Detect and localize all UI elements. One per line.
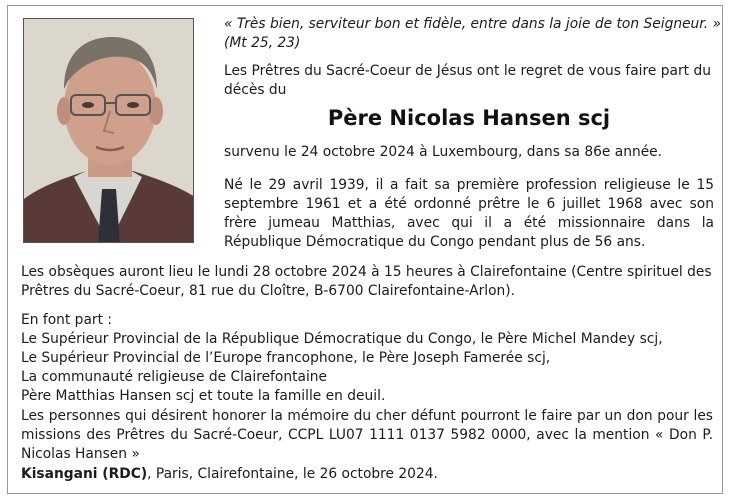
funeral-line-1: Les obsèques auront lieu le lundi 28 octobre 2024 à 15 heures à Clairefontaine (Centre spirituel des: [21, 264, 712, 280]
announcer-item: Le Supérieur Provincial de l’Europe francophone, le Père Joseph Famerée scj,: [21, 350, 551, 366]
announcer-item: La communauté religieuse de Clairefontaine: [21, 369, 328, 385]
donation-text: Les personnes qui désirent honorer la mémoire du cher défunt pourront le faire par un don pour les missions des Prêtres du Sacré-Coeur, CCPL LU07 1111 0137 5982 0000, avec la mention « Don P. Nicolas Hansen »: [21, 408, 713, 462]
announcer-item: Père Matthias Hansen scj et toute la famille en deuil.: [21, 388, 386, 404]
quote-text: « Très bien, serviteur bon et fidèle, entre dans la joie de ton Seigneur. »: [224, 16, 721, 32]
bible-quote: [224, 15, 721, 53]
announcers-heading: En font part :: [21, 312, 113, 328]
obituary-notice: [7, 5, 723, 494]
funeral-line-2: Prêtres du Sacré-Coeur, 81 rue du Cloître, B-6700 Clairefontaine-Arlon).: [21, 283, 516, 299]
announcers-block: [21, 311, 713, 406]
intro-text: Les Prêtres du Sacré-Coeur de Jésus ont le regret de vous faire part du décès du: [224, 63, 711, 98]
death-date-text: survenu le 24 octobre 2024 à Luxembourg, dans sa 86e année.: [224, 144, 663, 160]
signoff: [21, 465, 713, 484]
funeral-info: [21, 263, 713, 301]
portrait-photo: [23, 18, 194, 243]
signoff-place: Kisangani (RDC): [21, 466, 148, 482]
quote-reference: (Mt 25, 23): [224, 35, 301, 51]
biography-text: Né le 29 avril 1939, il a fait sa première profession religieuse le 15 septembre 1961 et a été ordonné prêtre le 6 juillet 1968 avec son frère jumeau Matthias, avec qui il a été missionnaire dans la République Démocratique du Congo pendant plus de 56 ans.: [224, 177, 714, 250]
signoff-rest: , Paris, Clairefontaine, le 26 octobre 2024.: [147, 466, 438, 482]
announcer-item: Le Supérieur Provincial de la République Démocratique du Congo, le Père Michel Mandey scj,: [21, 331, 663, 347]
deceased-name: Père Nicolas Hansen scj: [327, 106, 611, 130]
